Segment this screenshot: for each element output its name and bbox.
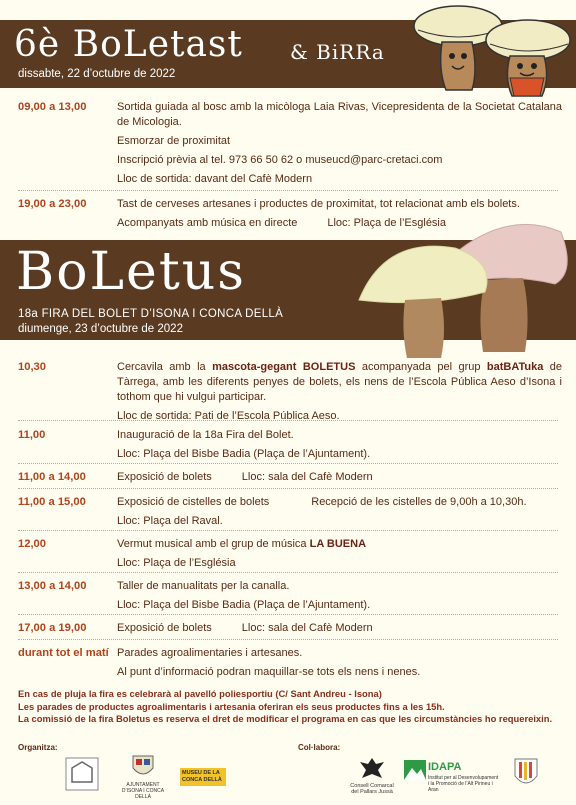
row-text: Inscripció prèvia al tel. 973 66 50 62 o museucd@parc-cretaci.com [117, 154, 443, 166]
row-text: Inauguració de la 18a Fira del Bolet. [117, 429, 294, 441]
row-text: Parades agroalimentaries i artesanes. [117, 647, 303, 659]
row-text: Tast de cerveses artesanes i productes de proximitat, tot relacionat amb els bolets. [117, 198, 520, 210]
row-place: Lloc: Plaça de l’Església [117, 557, 236, 569]
row-description [117, 360, 562, 428]
row-description [117, 100, 562, 191]
row-time: 11,00 [18, 429, 46, 441]
row-text-a: Exposició de bolets [117, 622, 212, 634]
idapa-logo-title: IDAPA [428, 761, 462, 773]
row-text-a: Exposició de cistelles de bolets [117, 496, 270, 508]
divider [18, 639, 558, 640]
row-text [117, 621, 562, 636]
divider [18, 530, 558, 531]
row-description [117, 495, 562, 533]
row-time: 09,00 a 13,00 [18, 101, 87, 113]
ajuntament-shield-icon [128, 754, 158, 780]
divider [18, 488, 558, 489]
saturday-date: dissabte, 22 d’octubre de 2022 [18, 68, 176, 80]
row-description [117, 470, 562, 489]
row-text: Taller de manualitats per la canalla. [117, 580, 290, 592]
row-time: 11,00 a 15,00 [18, 496, 86, 508]
mascot-name: mascota-gegant BOLETUS [212, 361, 356, 373]
band-name: LA BUENA [309, 538, 367, 550]
text-fragment: Vermut musical amb el grup de música [117, 538, 310, 550]
mushroom-characters-illustration [410, 0, 576, 100]
row-description [117, 646, 562, 684]
sunday-date: diumenge, 23 d’octubre de 2022 [18, 323, 183, 335]
row-text [117, 495, 562, 510]
row-place: Lloc: Plaça del Raval. [117, 515, 223, 527]
fair-subtitle: 18a FIRA DEL BOLET D’ISONA I CONCA DELLÀ [18, 308, 284, 320]
row-time: 19,00 a 23,00 [18, 198, 87, 210]
organitza-label: Organitza: [18, 743, 58, 752]
row-text: Al punt d’informació podran maquillar-se tots els nens i nenes. [117, 666, 421, 678]
text-fragment: de Tàrrega, amb les diferents penyes de bolets, els nens de l’Escola Pública Aeso d’Isona i tothom que hi vulgui participar. [117, 361, 562, 403]
birra-title: & BiRRa [290, 40, 385, 64]
divider [18, 614, 558, 615]
row-text: Sortida guiada al bosc amb la micòloga Laia Rivas, Vicepresidenta de la Societat Catalana de Micologia. [117, 101, 562, 128]
row-time: 11,00 a 14,00 [18, 471, 86, 483]
row-time: 10,30 [18, 361, 46, 373]
divider [18, 420, 558, 421]
row-time: durant tot el matí [18, 647, 109, 659]
boletus-title: BoLetus [16, 242, 246, 302]
text-fragment: Cercavila amb la [117, 361, 213, 373]
row-description [117, 621, 562, 640]
row-place: Lloc: Plaça del Bisbe Badia (Plaça de l’Ajuntament). [117, 448, 371, 460]
ajuntament-logo-text: AJUNTAMENT D’ISONA I CONCA DELLÀ [121, 782, 165, 800]
row-place: Lloc de sortida: davant del Cafè Modern [117, 173, 313, 185]
text-fragment: acompanyada pel grup [355, 361, 487, 373]
consell-logo-text: Consell Comarcal del Pallars Jussà [350, 783, 394, 795]
row-text [117, 360, 562, 405]
row-description [117, 537, 562, 575]
row-text [117, 537, 562, 552]
divider [18, 463, 558, 464]
note-line: En cas de pluja la fira es celebrarà al pavelló poliesportiu (C/ Sant Andreu - Isona) [18, 688, 382, 699]
row-description [117, 428, 562, 466]
row-text: Esmorzar de proximitat [117, 135, 231, 147]
museu-logo: MUSEU DE LA CONCA DELLÀ [180, 768, 226, 786]
group-name: batBATuka [486, 361, 544, 373]
idapa-mountain-icon [404, 760, 426, 780]
row-place: Lloc: Plaça de l’Església [327, 217, 446, 229]
note-line: La comissió de la fira Boletus es reserva el dret de modificar el programa en cas que les circumstàncies ho requereixin. [18, 713, 553, 724]
row-time: 12,00 [18, 538, 46, 550]
row-place: Lloc de sortida: Pati de l’Escola Pública Aeso. [117, 410, 340, 422]
consell-eagle-icon [358, 756, 386, 782]
row-description [117, 579, 562, 617]
row-text [117, 470, 562, 485]
organizer-logo [60, 752, 104, 796]
generalitat-shield-icon [512, 756, 540, 790]
mushrooms-illustration [355, 212, 576, 362]
row-place: Lloc: sala del Cafè Modern [241, 471, 373, 483]
row-place: Lloc: sala del Cafè Modern [241, 622, 373, 634]
divider [18, 572, 558, 573]
row-text-a: Acompanyats amb música en directe [117, 217, 298, 229]
row-text-b: Recepció de les cistelles de 9,00h a 10,30h. [311, 496, 527, 508]
row-time: 17,00 a 19,00 [18, 622, 87, 634]
note-line: Les parades de productes agroalimentaris i artesania oferiran els seus productes fins a les 15h. [18, 700, 445, 712]
divider [18, 190, 558, 191]
row-place: Lloc: Plaça del Bisbe Badia (Plaça de l’Ajuntament). [117, 599, 371, 611]
collabora-label: Col·labora: [298, 743, 341, 752]
row-text-a: Exposició de bolets [117, 471, 212, 483]
idapa-logo-text: Institut per al Desenvolupament i la Promoció de l’Alt Pirineu i Aran [428, 775, 499, 793]
notes-block [18, 688, 563, 726]
boletast-title: 6è BoLetast [14, 24, 243, 65]
row-time: 13,00 a 14,00 [18, 580, 87, 592]
